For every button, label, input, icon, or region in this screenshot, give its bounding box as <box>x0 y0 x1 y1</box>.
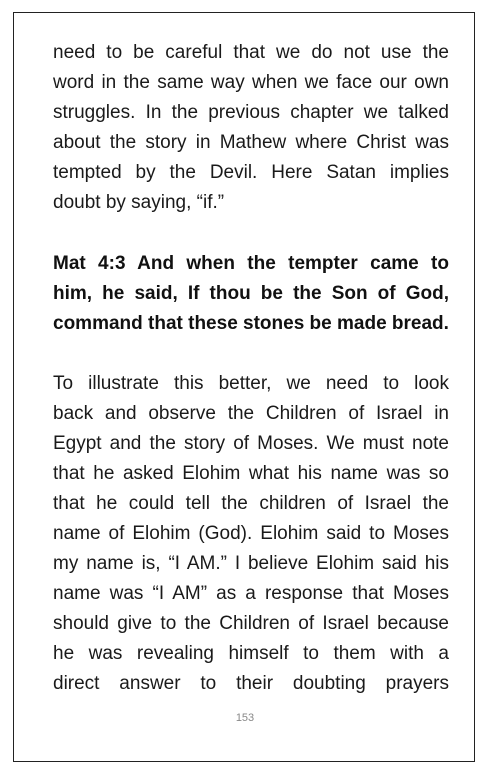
text-line: word in the same way when we face our own <box>53 72 449 93</box>
text-line: that he could tell the children of Israel the <box>53 493 449 514</box>
text-line: To illustrate this better, we need to look <box>53 373 449 394</box>
text-line: need to be careful that we do not use the <box>53 42 449 63</box>
text-line: tempted by the Devil. Here Satan implies <box>53 162 449 183</box>
verse-line: him, he said, If thou be the Son of God, <box>53 283 449 304</box>
text-line: name was “I AM” as a response that Moses <box>53 583 449 604</box>
text-line: doubt by saying, “if.” <box>53 192 225 213</box>
verse-line: Mat 4:3 And when the tempter came to <box>53 253 449 274</box>
text-line: struggles. In the previous chapter we talked <box>53 102 449 123</box>
verse-line: command that these stones be made bread. <box>53 313 449 334</box>
page-number: 153 <box>235 712 255 724</box>
text-line: about the story in Mathew where Christ was <box>53 132 449 153</box>
text-line: should give to the Children of Israel because <box>53 613 449 634</box>
text-line: Egypt and the story of Moses. We must note <box>53 433 449 454</box>
text-line: name of Elohim (God). Elohim said to Moses <box>53 523 449 544</box>
text-line: that he asked Elohim what his name was so <box>53 463 449 484</box>
text-line: my name is, “I AM.” I believe Elohim said his <box>53 553 449 574</box>
text-line: direct answer to their doubting prayers <box>53 673 449 694</box>
text-line: he was revealing himself to them with a <box>53 643 449 664</box>
text-line: back and observe the Children of Israel in <box>53 403 449 424</box>
